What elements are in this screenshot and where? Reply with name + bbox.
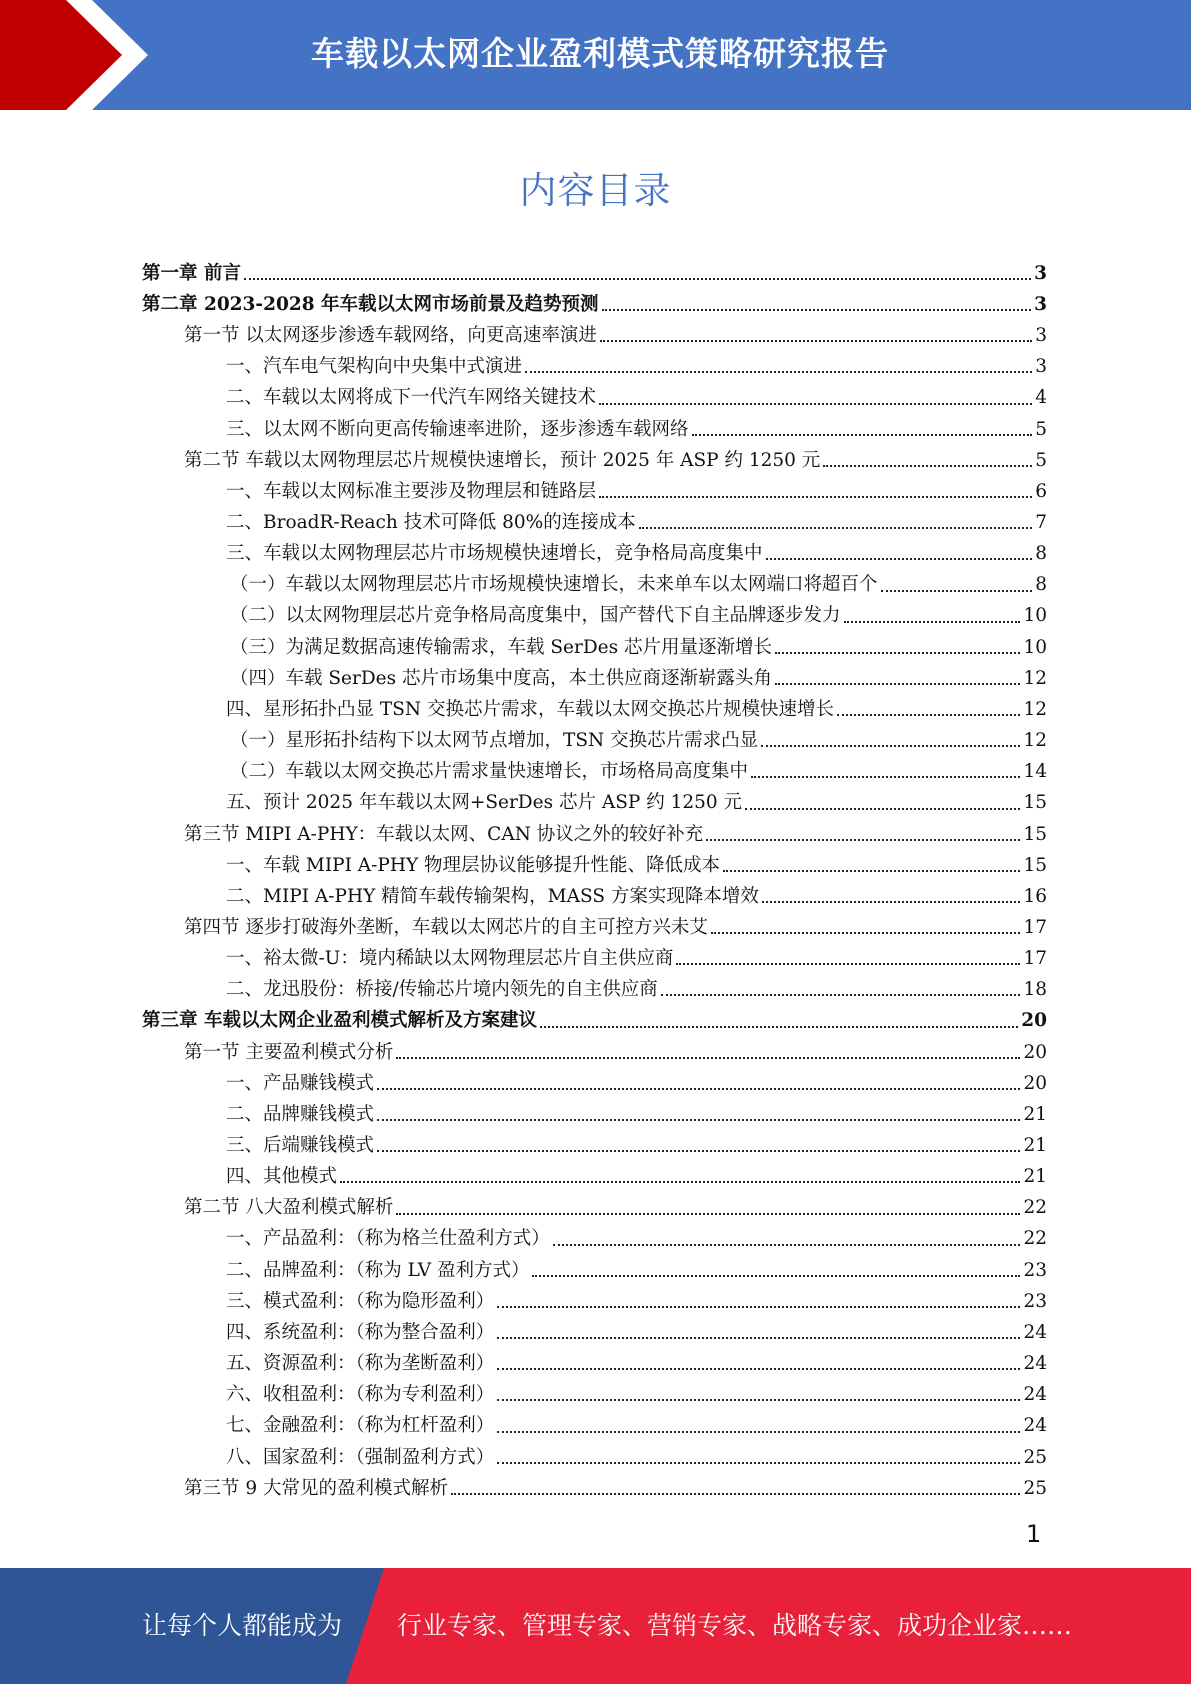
toc-entry-page: 23 bbox=[1023, 1290, 1047, 1312]
toc-entry-label: 三、车载以太网物理层芯片市场规模快速增长，竞争格局高度集中 bbox=[226, 543, 763, 565]
toc-entry-label: 三、后端赚钱模式 bbox=[226, 1135, 375, 1156]
toc-entry[interactable] bbox=[142, 503, 1047, 534]
toc-entry-label: 三、以太网不断向更高传输速率进阶，逐步渗透车载网络 bbox=[226, 418, 689, 440]
toc-entry[interactable] bbox=[142, 970, 1047, 1001]
toc-entry[interactable] bbox=[142, 1095, 1047, 1126]
toc-entry-label: 一、车载以太网标准主要涉及物理层和链路层 bbox=[226, 480, 597, 502]
toc-entry-label: （二）以太网物理层芯片竞争格局高度集中，国产替代下自主品牌逐步发力 bbox=[230, 605, 841, 627]
toc-leader-dots bbox=[751, 776, 1020, 778]
toc-entry-page: 24 bbox=[1023, 1353, 1047, 1375]
toc-leader-dots bbox=[599, 496, 1032, 498]
toc-leader-dots bbox=[497, 1431, 1020, 1433]
toc-leader-dots bbox=[823, 465, 1032, 467]
toc-entry-page: 20 bbox=[1021, 1010, 1047, 1032]
toc-entry-page: 20 bbox=[1023, 1072, 1047, 1094]
toc-leader-dots bbox=[451, 1493, 1020, 1495]
toc-entry[interactable] bbox=[142, 379, 1047, 410]
toc-leader-dots bbox=[692, 434, 1033, 436]
toc-entry-label: 四、系统盈利：（称为整合盈利） bbox=[226, 1321, 495, 1343]
toc-entry-page: 10 bbox=[1023, 636, 1047, 658]
toc-leader-dots bbox=[377, 1119, 1020, 1121]
toc-entry-label: 六、收租盈利：（称为专利盈利） bbox=[226, 1384, 495, 1406]
toc-leader-dots bbox=[497, 1399, 1020, 1401]
toc-entry[interactable] bbox=[142, 1407, 1047, 1438]
toc-entry-label: 一、产品赚钱模式 bbox=[226, 1072, 375, 1094]
toc-entry-page: 5 bbox=[1035, 418, 1047, 440]
toc-leader-dots bbox=[602, 309, 1032, 311]
toc-leader-dots bbox=[532, 1275, 1020, 1277]
toc-entry-label: 四、其他模式 bbox=[226, 1166, 338, 1188]
toc-entry-label: 五、预计 2025 年车载以太网+SerDes 芯片 ASP 约 1250 元 bbox=[226, 792, 743, 814]
toc-entry-label: 四、星形拓扑凸显 TSN 交换芯片需求，车载以太网交换芯片规模快速增长 bbox=[226, 698, 834, 720]
toc-leader-dots bbox=[844, 621, 1021, 623]
toc-entry-page: 15 bbox=[1023, 854, 1047, 876]
toc-entry-label: 二、MIPI A-PHY 精简车载传输架构，MASS 方案实现降本增效 bbox=[226, 885, 759, 907]
toc-entry[interactable] bbox=[142, 846, 1047, 877]
toc-leader-dots bbox=[775, 652, 1020, 654]
toc-leader-dots bbox=[881, 590, 1033, 592]
toc-leader-dots bbox=[497, 1337, 1020, 1339]
toc-entry-page: 6 bbox=[1035, 480, 1047, 502]
report-title: 车载以太网企业盈利模式策略研究报告 bbox=[311, 34, 889, 73]
toc-leader-dots bbox=[340, 1181, 1020, 1183]
toc-entry[interactable] bbox=[142, 441, 1047, 472]
toc-leader-dots bbox=[837, 714, 1020, 716]
toc-leader-dots bbox=[600, 340, 1032, 342]
toc-entry-page: 3 bbox=[1035, 325, 1047, 347]
toc-entry[interactable] bbox=[142, 721, 1047, 752]
toc-entry-label: 第二章 2023-2028 年车载以太网市场前景及趋势预测 bbox=[142, 293, 599, 315]
toc-entry-label: 二、品牌赚钱模式 bbox=[226, 1103, 375, 1125]
toc-leader-dots bbox=[745, 808, 1020, 810]
toc-entry-page: 21 bbox=[1023, 1135, 1047, 1156]
toc-entry-label: 第三节 MIPI A-PHY：车载以太网、CAN 协议之外的较好补充 bbox=[184, 823, 704, 845]
toc-entry[interactable] bbox=[142, 1220, 1047, 1251]
toc-entry-page: 25 bbox=[1023, 1477, 1047, 1499]
toc-entry-label: 二、车载以太网将成下一代汽车网络关键技术 bbox=[226, 387, 597, 409]
toc-entry[interactable] bbox=[142, 566, 1047, 597]
toc-entry[interactable] bbox=[142, 659, 1047, 690]
header-banner bbox=[0, 0, 1191, 110]
toc-leader-dots bbox=[639, 527, 1033, 529]
toc-entry[interactable] bbox=[142, 1313, 1047, 1344]
toc-entry[interactable] bbox=[142, 254, 1047, 285]
toc-entry-label: 第一节 主要盈利模式分析 bbox=[184, 1041, 394, 1063]
toc-entry-label: 第三章 车载以太网企业盈利模式解析及方案建议 bbox=[142, 1010, 537, 1032]
toc-entry[interactable] bbox=[142, 1438, 1047, 1469]
toc-entry-page: 7 bbox=[1035, 512, 1047, 533]
toc-entry-page: 24 bbox=[1023, 1321, 1047, 1343]
toc-entry-page: 23 bbox=[1023, 1259, 1047, 1281]
toc-entry-label: 一、产品盈利：（称为格兰仕盈利方式） bbox=[226, 1228, 550, 1250]
toc-entry-label: 一、裕太微-U：境内稀缺以太网物理层芯片自主供应商 bbox=[226, 948, 674, 970]
toc-entry-page: 24 bbox=[1023, 1415, 1047, 1437]
toc-entry-label: 第四节 逐步打破海外垄断，车载以太网芯片的自主可控方兴未艾 bbox=[184, 916, 708, 938]
toc-entry-label: 第一节 以太网逐步渗透车载网络，向更高速率演进 bbox=[184, 325, 597, 347]
toc-leader-dots bbox=[599, 403, 1032, 405]
toc-entry-label: 七、金融盈利：（称为杠杆盈利） bbox=[226, 1415, 495, 1437]
toc-leader-dots bbox=[676, 963, 1020, 965]
footer-slogan: 让每个人都能成为 bbox=[142, 1611, 343, 1640]
toc-entry[interactable] bbox=[142, 784, 1047, 815]
toc-entry-page: 15 bbox=[1023, 792, 1047, 814]
toc-entry[interactable] bbox=[142, 690, 1047, 721]
toc-entry-label: 第三节 9 大常见的盈利模式解析 bbox=[184, 1477, 449, 1499]
toc-entry[interactable] bbox=[142, 316, 1047, 347]
toc-entry-label: 二、BroadR-Reach 技术可降低 80%的连接成本 bbox=[226, 512, 636, 533]
toc-entry-label: 第一章 前言 bbox=[142, 262, 241, 284]
toc-entry-page: 17 bbox=[1023, 948, 1047, 970]
toc-entry[interactable] bbox=[142, 752, 1047, 783]
toc-entry[interactable] bbox=[142, 472, 1047, 503]
toc-entry-page: 22 bbox=[1023, 1197, 1047, 1219]
toc-leader-dots bbox=[497, 1368, 1020, 1370]
toc-entry-page: 18 bbox=[1023, 979, 1047, 1001]
toc-leader-dots bbox=[396, 1213, 1020, 1215]
toc-entry-page: 20 bbox=[1023, 1041, 1047, 1063]
toc-entry-label: 一、汽车电气架构向中央集中式演进 bbox=[226, 356, 523, 378]
toc-entry-page: 8 bbox=[1035, 543, 1047, 565]
footer-banner bbox=[0, 1568, 1191, 1684]
toc-entry-page: 12 bbox=[1023, 730, 1047, 752]
toc-entry-label: 二、龙迅股份：桥接/传输芯片境内领先的自主供应商 bbox=[226, 979, 658, 1001]
toc-entry[interactable] bbox=[142, 1033, 1047, 1064]
toc-entry[interactable] bbox=[142, 347, 1047, 378]
toc-entry[interactable] bbox=[142, 908, 1047, 939]
toc-leader-dots bbox=[775, 683, 1020, 685]
toc-entry-label: 三、模式盈利：（称为隐形盈利） bbox=[226, 1290, 495, 1312]
toc-entry-label: （二）车载以太网交换芯片需求量快速增长，市场格局高度集中 bbox=[230, 761, 749, 783]
toc-entry-label: 第二节 车载以太网物理层芯片规模快速增长，预计 2025 年 ASP 约 1250 元 bbox=[184, 449, 821, 471]
toc-entry[interactable] bbox=[142, 1157, 1047, 1188]
toc-entry-label: 五、资源盈利：（称为垄断盈利） bbox=[226, 1353, 495, 1375]
toc-entry-page: 10 bbox=[1023, 605, 1047, 627]
toc-entry[interactable] bbox=[142, 1282, 1047, 1313]
toc-entry-page: 3 bbox=[1034, 293, 1047, 315]
toc-leader-dots bbox=[497, 1462, 1020, 1464]
toc-entry-label: （四）车载 SerDes 芯片市场集中度高，本土供应商逐渐崭露头角 bbox=[230, 667, 773, 689]
toc-leader-dots bbox=[711, 932, 1021, 934]
toc-entry-label: 一、车载 MIPI A-PHY 物理层协议能够提升性能、降低成本 bbox=[226, 854, 721, 876]
toc-entry-page: 3 bbox=[1035, 356, 1047, 378]
toc-leader-dots bbox=[553, 1244, 1021, 1246]
toc-entry-page: 14 bbox=[1023, 761, 1047, 783]
toc-leader-dots bbox=[761, 745, 1020, 747]
toc-entry[interactable] bbox=[142, 1344, 1047, 1375]
toc-leader-dots bbox=[377, 1088, 1020, 1090]
toc-entry[interactable] bbox=[142, 1064, 1047, 1095]
toc-entry-page: 15 bbox=[1023, 823, 1047, 845]
toc-leader-dots bbox=[706, 839, 1020, 841]
toc-leader-dots bbox=[661, 994, 1021, 996]
toc-entry[interactable] bbox=[142, 410, 1047, 441]
toc-entry-page: 24 bbox=[1023, 1384, 1047, 1406]
toc-leader-dots bbox=[497, 1306, 1020, 1308]
toc-entry-page: 8 bbox=[1035, 574, 1047, 596]
page-number: 1 bbox=[1026, 1520, 1042, 1548]
toc-entry-page: 25 bbox=[1023, 1446, 1047, 1468]
toc-entry-page: 3 bbox=[1034, 262, 1047, 284]
toc-entry[interactable] bbox=[142, 597, 1047, 628]
toc-entry-label: 八、国家盈利：（强制盈利方式） bbox=[226, 1446, 495, 1468]
toc-entry[interactable] bbox=[142, 1002, 1047, 1033]
toc-entry-page: 17 bbox=[1023, 916, 1047, 938]
toc-entry-label: 二、品牌盈利：（称为 LV 盈利方式） bbox=[226, 1259, 530, 1281]
toc-leader-dots bbox=[377, 1150, 1020, 1152]
toc-entry-page: 5 bbox=[1035, 449, 1047, 471]
toc-entry[interactable] bbox=[142, 815, 1047, 846]
toc-leader-dots bbox=[244, 278, 1031, 280]
toc-leader-dots bbox=[540, 1026, 1018, 1028]
toc-leader-dots bbox=[525, 371, 1032, 373]
toc-entry[interactable] bbox=[142, 1251, 1047, 1282]
toc-entry[interactable] bbox=[142, 939, 1047, 970]
toc-entry-page: 21 bbox=[1023, 1103, 1047, 1125]
toc-entry[interactable] bbox=[142, 285, 1047, 316]
toc-entry[interactable] bbox=[142, 1469, 1047, 1500]
toc-leader-dots bbox=[723, 870, 1020, 872]
toc-entry-label: （一）车载以太网物理层芯片市场规模快速增长，未来单车以太网端口将超百个 bbox=[230, 574, 878, 596]
toc-leader-dots bbox=[766, 558, 1033, 560]
toc-entry-label: （一）星形拓扑结构下以太网节点增加，TSN 交换芯片需求凸显 bbox=[230, 730, 759, 752]
toc-heading: 内容目录 bbox=[519, 169, 672, 212]
toc-entry-page: 4 bbox=[1035, 387, 1047, 409]
toc-entry[interactable] bbox=[142, 1126, 1047, 1157]
toc-entry[interactable] bbox=[142, 534, 1047, 565]
toc-entry-page: 22 bbox=[1023, 1228, 1047, 1250]
footer-roles: 行业专家、管理专家、营销专家、战略专家、成功企业家…… bbox=[397, 1611, 1073, 1640]
toc-leader-dots bbox=[762, 901, 1021, 903]
toc-entry[interactable] bbox=[142, 1375, 1047, 1406]
toc-entry[interactable] bbox=[142, 877, 1047, 908]
toc-entry-page: 21 bbox=[1023, 1166, 1047, 1188]
toc-entry-page: 12 bbox=[1023, 667, 1047, 689]
toc-entry[interactable] bbox=[142, 1189, 1047, 1220]
toc-entry[interactable] bbox=[142, 628, 1047, 659]
toc-entry-label: 第二节 八大盈利模式解析 bbox=[184, 1197, 394, 1219]
toc-entry-page: 16 bbox=[1023, 885, 1047, 907]
toc-entry-page: 12 bbox=[1023, 698, 1047, 720]
toc-leader-dots bbox=[396, 1057, 1020, 1059]
toc-entry-label: （三）为满足数据高速传输需求，车载 SerDes 芯片用量逐渐增长 bbox=[230, 636, 773, 658]
